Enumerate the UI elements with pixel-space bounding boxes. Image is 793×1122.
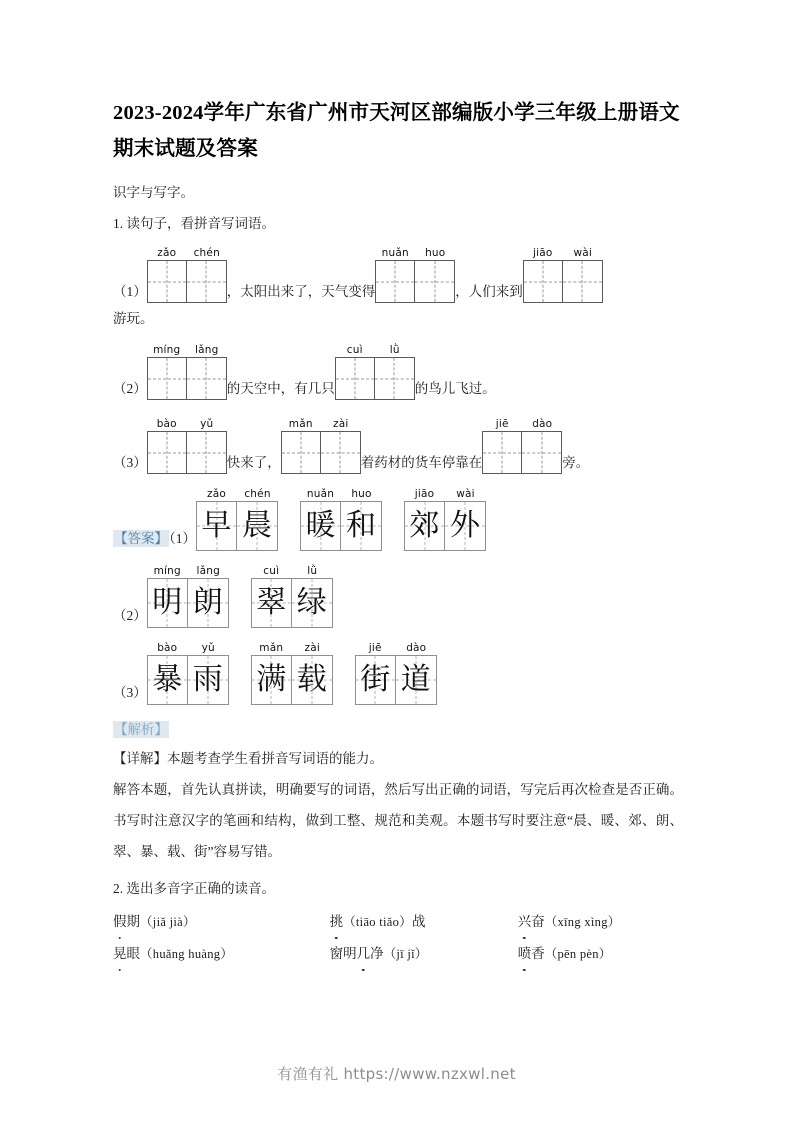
pinyin-syllable: zǎo	[157, 247, 177, 259]
answer-cell	[237, 501, 278, 551]
polyphone-char: 假	[113, 906, 127, 937]
answer-cell	[292, 655, 333, 705]
pinyin-word-box[interactable]	[147, 247, 227, 303]
line-label: （1）	[113, 284, 147, 299]
pinyin-syllable: bào	[157, 642, 178, 654]
answer-word-box	[404, 488, 486, 551]
question1-line-1	[113, 247, 683, 303]
question2-prompt	[113, 873, 683, 904]
answer-word-box	[300, 488, 382, 551]
writing-cell[interactable]	[187, 431, 227, 474]
analysis-body: 解答本题，首先认真拼读，明确要写的词语，然后写出正确的词语，写完后再次检查是否正确。书写时注意汉字的笔画和结构，做到工整、规范和美观。本题书写时要注意“晨、暖、郊、朗、翠、暴、载、街”容易写错。	[113, 782, 683, 859]
pinyin-word-box[interactable]	[482, 418, 562, 474]
pinyin-syllable: lǎng	[196, 565, 220, 577]
page-title: 2023-2024学年广东省广州市天河区部编版小学三年级上册语文期末试题及答案	[113, 102, 680, 160]
writing-cell[interactable]	[147, 260, 187, 303]
answer-cell	[292, 578, 333, 628]
polyphone-after: 净	[370, 946, 384, 961]
polyphone-options[interactable]: （huǎng huàng）	[140, 947, 234, 961]
answer-block-1	[113, 488, 683, 705]
sentence-text: 的天空中，有几只	[226, 381, 335, 396]
pinyin-syllable: mǎn	[288, 418, 313, 430]
answer-cell	[147, 655, 188, 705]
polyphone-item[interactable]	[518, 938, 683, 970]
answer-word-box	[251, 642, 333, 705]
answer-cell	[251, 655, 292, 705]
answer-char: 和	[346, 509, 376, 542]
question2-number: 2.	[113, 881, 124, 896]
sentence-text: ，太阳出来了，天气变得	[226, 284, 376, 299]
answer-cell	[251, 578, 292, 628]
pinyin-syllable: yǔ	[200, 418, 214, 430]
pinyin-syllable: chén	[193, 247, 220, 259]
polyphone-char: 挑	[330, 906, 344, 937]
answer-char: 翠	[256, 586, 287, 619]
pinyin-syllable: bào	[156, 418, 177, 430]
question1-prompt-text: 读句子，看拼音写词语。	[126, 216, 275, 231]
answer-char: 暴	[152, 663, 183, 696]
writing-cell[interactable]	[482, 431, 522, 474]
answer-cell	[404, 501, 445, 551]
answer-char: 明	[152, 586, 183, 619]
writing-cell[interactable]	[335, 357, 375, 400]
pinyin-syllable: zài	[333, 418, 349, 430]
polyphone-after: 期	[126, 914, 140, 929]
pinyin-syllable: yǔ	[201, 642, 215, 654]
answer-cell	[188, 655, 229, 705]
answer-char: 朗	[192, 586, 223, 619]
question1-line-2	[113, 344, 683, 400]
answer-row-2	[113, 565, 683, 628]
answer-char: 满	[256, 663, 287, 696]
writing-cell[interactable]	[375, 260, 415, 303]
writing-cell[interactable]	[563, 260, 603, 303]
answer-cell	[445, 501, 486, 551]
polyphone-item[interactable]	[518, 906, 683, 938]
answer-tag: 【答案】	[114, 531, 168, 546]
question1-prompt	[113, 208, 683, 239]
pinyin-word-box[interactable]	[335, 344, 415, 400]
question1-lines	[113, 247, 683, 474]
polyphone-options[interactable]: （pēn pèn）	[544, 947, 612, 961]
writing-cell[interactable]	[522, 431, 562, 474]
line-label: （3）	[113, 455, 147, 470]
answer-cell	[147, 578, 188, 628]
polyphone-after: 香	[531, 946, 545, 961]
polyphone-options[interactable]: （jī jǐ）	[383, 947, 428, 961]
pinyin-word-box[interactable]	[281, 418, 361, 474]
polyphone-suffix: 战	[412, 914, 426, 929]
writing-cell[interactable]	[187, 357, 227, 400]
question1-line-3	[113, 418, 683, 474]
pinyin-syllable: jiāo	[533, 247, 553, 259]
answer-word-box	[196, 488, 278, 551]
pinyin-syllable: cuì	[346, 344, 363, 356]
pinyin-word-box[interactable]	[147, 344, 227, 400]
polyphone-char: 兴	[518, 906, 532, 937]
answer-words	[196, 488, 486, 551]
analysis-block-1	[113, 717, 683, 867]
pinyin-syllable: lǎng	[195, 344, 219, 356]
sentence-text: 着药材的货车停靠在	[360, 455, 483, 470]
sentence-text: ，人们来到	[455, 284, 523, 299]
polyphone-after: 眼	[126, 946, 140, 961]
line-label: （2）	[113, 381, 147, 396]
answer-char: 暖	[305, 509, 336, 542]
answer-char: 早	[201, 509, 232, 542]
answer-row-label: （1）	[169, 531, 196, 546]
answer-row-label: （3）	[113, 685, 147, 700]
pinyin-syllable: mǎn	[259, 642, 284, 654]
answer-cell	[300, 501, 341, 551]
answer-word-box	[355, 642, 437, 705]
writing-cell[interactable]	[321, 431, 361, 474]
polyphone-item[interactable]	[113, 906, 330, 938]
polyphone-options[interactable]: （xīng xìng）	[544, 915, 621, 929]
pinyin-word-box[interactable]	[147, 418, 227, 474]
polyphone-after: 奋	[531, 914, 545, 929]
pinyin-syllable: wài	[456, 488, 475, 500]
answer-cell	[355, 655, 396, 705]
answer-char: 晨	[242, 509, 272, 542]
pinyin-syllable: zǎo	[207, 488, 226, 500]
answer-word-box	[251, 565, 333, 628]
answer-cell	[196, 501, 237, 551]
answer-char: 道	[400, 663, 431, 696]
pinyin-syllable: dào	[532, 418, 553, 430]
answer-char: 载	[296, 663, 327, 696]
analysis-detail-tag: 【详解】	[113, 751, 167, 766]
document-content	[113, 95, 683, 970]
answer-words	[147, 642, 437, 705]
pinyin-syllable: cuì	[263, 565, 280, 577]
question1-number: 1.	[113, 216, 124, 231]
answer-char: 绿	[296, 586, 327, 619]
polyphone-item[interactable]	[330, 938, 518, 970]
answer-char: 雨	[192, 663, 223, 696]
sentence-text: 旁。	[562, 455, 590, 470]
answer-cell	[396, 655, 437, 705]
pinyin-syllable: nuǎn	[381, 247, 409, 259]
pinyin-syllable: wài	[573, 247, 593, 259]
pinyin-syllable: zài	[304, 642, 320, 654]
pinyin-syllable: chén	[244, 488, 271, 500]
pinyin-syllable: míng	[153, 344, 181, 356]
answer-row-label: （2）	[113, 608, 147, 623]
writing-cell[interactable]	[415, 260, 455, 303]
polyphone-char: 喷	[518, 938, 532, 969]
analysis-tag: 【解析】	[114, 722, 168, 737]
answer-row-1	[113, 488, 683, 551]
answer-tag-and-label	[113, 527, 196, 551]
question2-items-table	[113, 906, 683, 970]
pinyin-word-box[interactable]	[375, 247, 455, 303]
sentence-text: 的鸟儿飞过。	[414, 381, 496, 396]
answer-cell	[341, 501, 382, 551]
pinyin-syllable: jiē	[368, 642, 382, 654]
answer-char: 外	[450, 509, 480, 542]
footer-watermark: 有渔有礼 https://www.nzxwl.net	[277, 1065, 516, 1083]
polyphone-item[interactable]	[330, 906, 518, 938]
polyphone-char: 晃	[113, 938, 127, 969]
writing-cell[interactable]	[375, 357, 415, 400]
writing-cell[interactable]	[147, 357, 187, 400]
section-heading: 识字与写字。	[113, 185, 194, 200]
question2-prompt-text: 选出多音字正确的读音。	[126, 881, 275, 896]
pinyin-syllable: dào	[406, 642, 427, 654]
answer-word-box	[147, 642, 229, 705]
answer-row-3	[113, 642, 683, 705]
answer-cell	[188, 578, 229, 628]
pinyin-syllable: nuǎn	[306, 488, 335, 500]
answer-word-box	[147, 565, 229, 628]
analysis-tag-line	[113, 717, 683, 743]
table-row	[113, 938, 683, 970]
analysis-detail-line	[113, 743, 683, 774]
answer-char: 郊	[409, 509, 440, 542]
pinyin-syllable: jiē	[495, 418, 509, 430]
polyphone-options[interactable]: （jiǎ jià）	[140, 915, 196, 929]
sentence-text: 快来了，	[226, 455, 281, 470]
writing-cell[interactable]	[523, 260, 563, 303]
pinyin-syllable: huo	[351, 488, 372, 500]
pinyin-syllable: jiāo	[414, 488, 435, 500]
pinyin-syllable: lǜ	[389, 344, 400, 356]
pinyin-syllable: lǜ	[307, 565, 318, 577]
writing-cell[interactable]	[147, 431, 187, 474]
pinyin-word-box[interactable]	[523, 247, 603, 303]
writing-cell[interactable]	[281, 431, 321, 474]
question1-line-1-tail: 游玩。	[113, 311, 154, 326]
pinyin-syllable: huo	[425, 247, 446, 259]
polyphone-item[interactable]	[113, 938, 330, 970]
pinyin-syllable: míng	[153, 565, 181, 577]
answer-char: 街	[360, 663, 391, 696]
analysis-detail-text: 本题考查学生看拼音写词语的能力。	[167, 751, 383, 766]
polyphone-before: 窗明	[329, 946, 357, 961]
polyphone-char: 几	[357, 938, 371, 969]
polyphone-options[interactable]: （tiāo tiǎo）	[343, 915, 413, 929]
table-row	[113, 906, 683, 938]
answer-words	[147, 565, 333, 628]
writing-cell[interactable]	[187, 260, 227, 303]
